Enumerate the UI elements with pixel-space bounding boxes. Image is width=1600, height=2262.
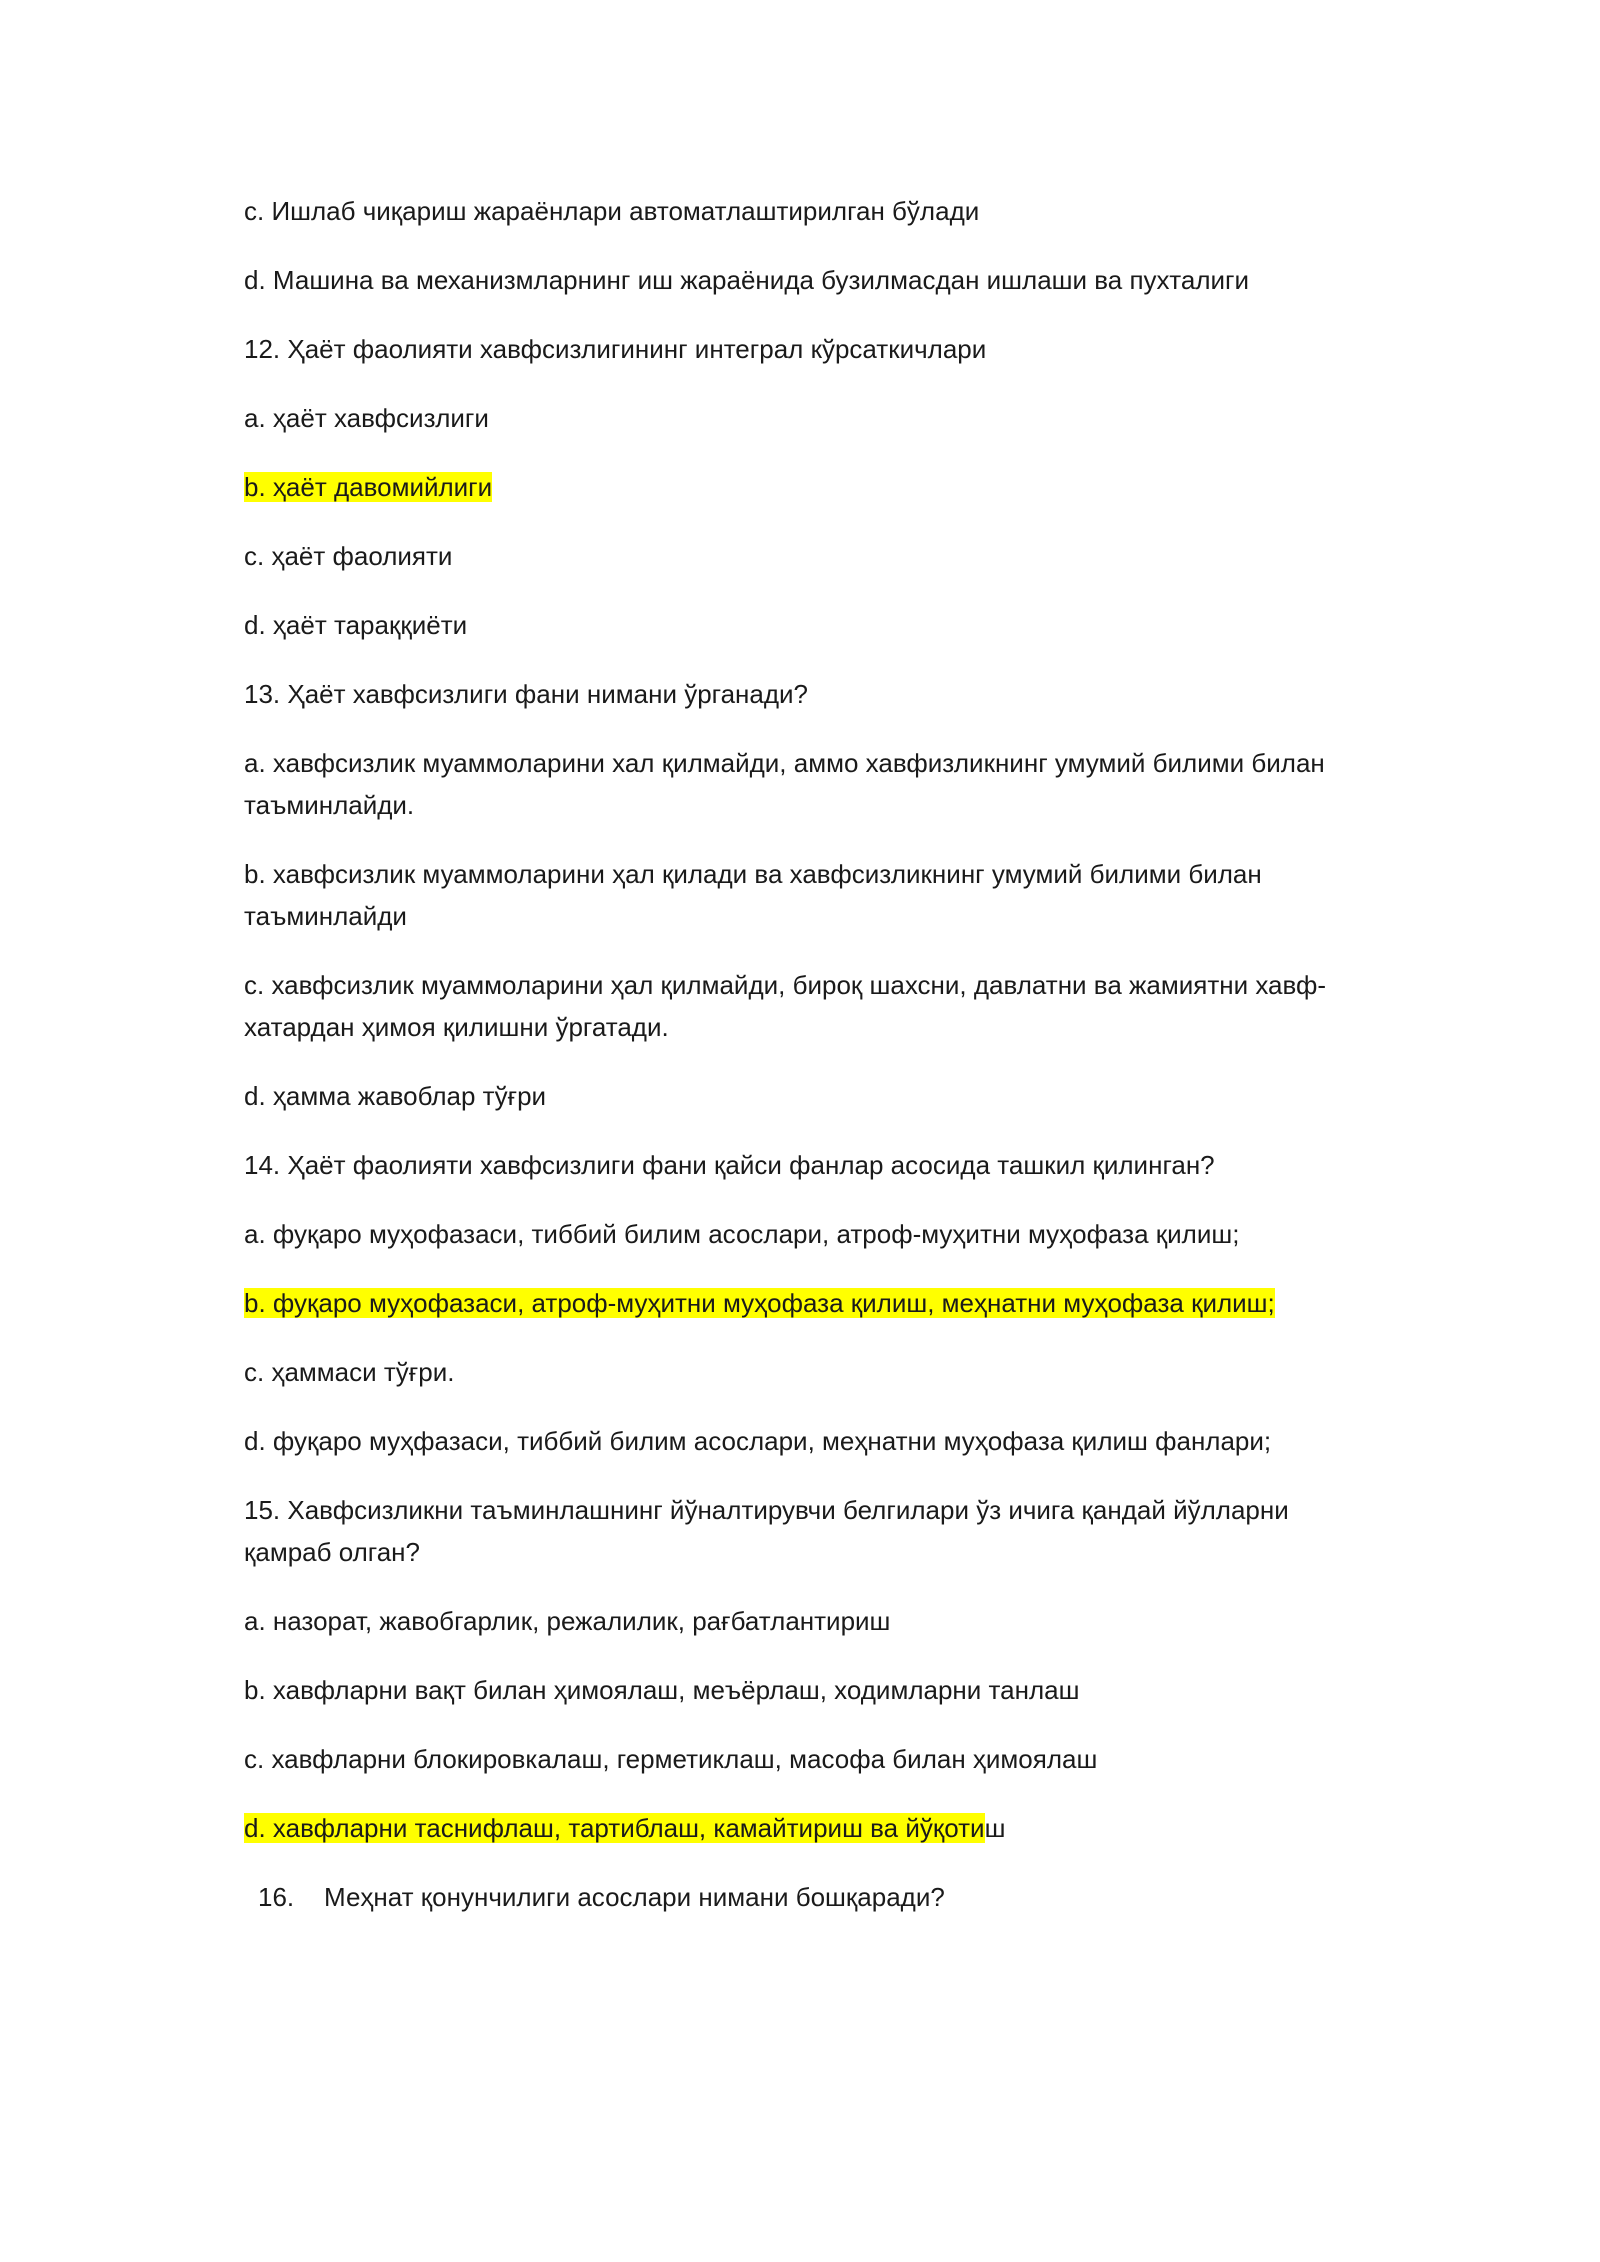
question-15: 15. Хавфсизликни таъминлашнинг йўналтирувчи белгилари ўз ичига қандай йўлларни қамраб олган?: [244, 1495, 1289, 1567]
highlighted-answer: b. фуқаро муҳофазаси, атроф-муҳитни муҳофаза қилиш, меҳнатни муҳофаза қилиш;: [244, 1288, 1275, 1318]
highlighted-answer: d. хавфларни таснифлаш, тартиблаш, камайтириш ва йўқоти: [244, 1813, 985, 1843]
document-content: [244, 190, 1374, 1945]
answer-option-d: d. ҳаёт тараққиёти: [244, 610, 468, 640]
answer-option-d: d. Машина ва механизмларнинг иш жараёнида бузилмасдан ишлаши ва пухталиги: [244, 265, 1250, 295]
question-number: 16.: [258, 1882, 295, 1912]
answer-option-d: d. фуқаро муҳфазаси, тиббий билим асослари, меҳнатни муҳофаза қилиш фанлари;: [244, 1426, 1272, 1456]
answer-option-a: a. хавфсизлик муаммоларини хал қилмайди, аммо хавфизликнинг умумий билими билан таъминлайди.: [244, 748, 1325, 820]
answer-option-c: c. ҳаммаси тўғри.: [244, 1357, 455, 1387]
answer-option-c: c. ҳаёт фаолияти: [244, 541, 453, 571]
question-16: [244, 1876, 1374, 1918]
answer-option-a: a. назорат, жавобгарлик, режалилик, рағбатлантириш: [244, 1606, 891, 1636]
highlighted-answer: b. ҳаёт давомийлиги: [244, 472, 493, 502]
answer-option-b: b. хавфсизлик муаммоларини ҳал қилади ва хавфсизликнинг умумий билими билан таъминлайди: [244, 859, 1262, 931]
answer-text-tail: ш: [984, 1813, 1006, 1843]
answer-option-a: a. фуқаро муҳофазаси, тиббий билим асослари, атроф-муҳитни муҳофаза қилиш;: [244, 1219, 1240, 1249]
question-text: Меҳнат қонунчилиги асослари нимани бошқаради?: [324, 1882, 945, 1912]
answer-option-b-highlighted: [244, 1282, 1374, 1324]
question-14: 14. Ҳаёт фаолияти хавфсизлиги фани қайси фанлар асосида ташкил қилинган?: [244, 1150, 1215, 1180]
answer-option-c: c. хавфсизлик муаммоларини ҳал қилмайди, бироқ шахсни, давлатни ва жамиятни хавф-хатардан ҳимоя қилишни ўргатади.: [244, 970, 1327, 1042]
answer-option-c: c. хавфларни блокировкалаш, герметиклаш, масофа билан ҳимоялаш: [244, 1744, 1098, 1774]
answer-option-b: b. хавфларни вақт билан ҳимоялаш, меъёрлаш, ходимларни танлаш: [244, 1675, 1080, 1705]
question-13: 13. Ҳаёт хавфсизлиги фани нимани ўрганади?: [244, 679, 809, 709]
answer-option-c: c. Ишлаб чиқариш жараёнлари автоматлаштирилган бўлади: [244, 196, 980, 226]
answer-option-d-highlighted: [244, 1807, 1374, 1849]
answer-option-b-highlighted: [244, 466, 1374, 508]
answer-option-a: a. ҳаёт хавфсизлиги: [244, 403, 489, 433]
answer-option-d: d. ҳамма жавоблар тўғри: [244, 1081, 547, 1111]
question-12: 12. Ҳаёт фаолияти хавфсизлигининг интеграл кўрсаткичлари: [244, 334, 987, 364]
